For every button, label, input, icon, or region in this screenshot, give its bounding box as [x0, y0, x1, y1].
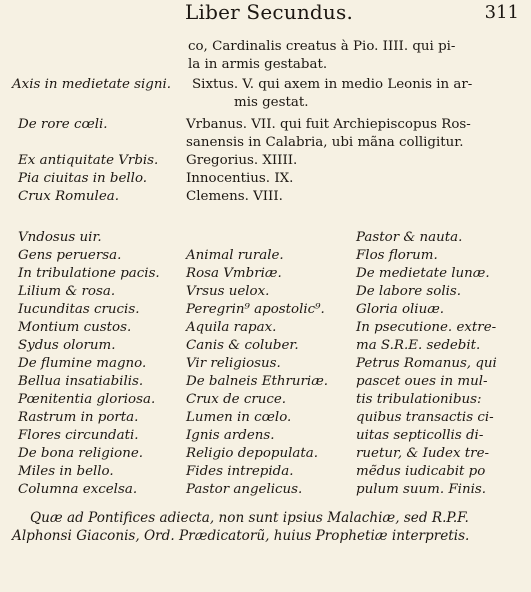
motto-middle: Crux de cruce.	[186, 392, 287, 407]
motto-left: Flores circundati.	[18, 428, 139, 443]
motto-right: ma S.R.E. sedebit.	[356, 338, 481, 353]
motto-middle: Fides intrepida.	[186, 464, 294, 479]
intro-line-1: co, Cardinalis creatus à Pio. IIII. qui pi-	[188, 39, 456, 54]
prophecy-text-line: mẽdus iudicabit po	[356, 464, 486, 479]
motto-left: Miles in bello.	[18, 464, 114, 479]
motto-middle: Peregrin⁹ apostolic⁹.	[186, 302, 325, 317]
page-number: 311	[484, 2, 519, 23]
prophecy-text-line: uitas septicollis di-	[356, 428, 484, 443]
pope-innocentius: Innocentius. IX.	[186, 171, 294, 186]
prophecy-text-line: pascet oues in mul-	[356, 374, 488, 389]
motto-middle: Religio depopulata.	[186, 446, 318, 461]
motto-middle: De balneis Ethruriæ.	[186, 374, 329, 389]
motto-middle: Pastor angelicus.	[186, 482, 303, 497]
motto-middle: Aquila rapax.	[186, 320, 277, 335]
pope-urbanus-desc-1: Vrbanus. VII. qui fuit Archiepiscopus Ros-	[186, 117, 471, 132]
motto-antiquitate: Ex antiquitate Vrbis.	[18, 153, 159, 168]
motto-left: In tribulatione pacis.	[18, 266, 160, 281]
footnote-line-2: Alphonsi Giaconis, Ord. Prædicatorũ, huius Prophetiæ interpretis.	[12, 528, 470, 544]
prophecy-text-line: tis tribulationibus:	[356, 392, 482, 407]
motto-left: Rastrum in porta.	[18, 410, 139, 425]
motto-left: Pœnitentia gloriosa.	[18, 392, 156, 407]
motto-left: Iucunditas crucis.	[18, 302, 140, 317]
motto-middle: Vir religiosus.	[186, 356, 281, 371]
prophecy-text-line: pulum suum. Finis.	[356, 482, 486, 497]
motto-left: Gens peruersa.	[18, 248, 122, 263]
motto-middle: Rosa Vmbriæ.	[186, 266, 282, 281]
motto-left: Bellua insatiabilis.	[18, 374, 144, 389]
motto-pia-ciuitas: Pia ciuitas in bello.	[18, 171, 148, 186]
footnote-line-1: Quæ ad Pontifices adiecta, non sunt ipsius Malachiæ, sed R.P.F.	[30, 510, 469, 526]
motto-left: Columna excelsa.	[18, 482, 138, 497]
motto-middle: Animal rurale.	[186, 248, 284, 263]
motto-crux-romulea: Crux Romulea.	[18, 189, 119, 204]
pope-sixtus-desc-2: mis gestat.	[234, 95, 309, 110]
prophecy-text-line: quibus transactis ci-	[356, 410, 494, 425]
prophecy-text-line: ruetur, & Iudex tre-	[356, 446, 490, 461]
motto-left: De flumine magno.	[18, 356, 147, 371]
motto-right: Pastor & nauta.	[356, 230, 463, 245]
motto-left: Lilium & rosa.	[18, 284, 116, 299]
motto-left: Vndosus uir.	[18, 230, 102, 245]
pope-sixtus-desc-1: Sixtus. V. qui axem in medio Leonis in ar-	[192, 77, 473, 92]
motto-middle: Lumen in cœlo.	[186, 410, 292, 425]
page-running-title: Liber Secundus.	[185, 0, 354, 24]
prophecy-text-line: Petrus Romanus, qui	[356, 356, 497, 371]
motto-rore: De rore cœli.	[18, 117, 108, 132]
intro-line-2: la in armis gestabat.	[188, 57, 328, 72]
motto-right: Gloria oliuæ.	[356, 302, 445, 317]
motto-left: Sydus olorum.	[18, 338, 116, 353]
pope-urbanus-desc-2: sanensis in Calabria, ubi mãna colligitur.	[186, 135, 464, 150]
motto-left: Montium custos.	[18, 320, 132, 335]
motto-middle: Ignis ardens.	[186, 428, 275, 443]
motto-right: In psecutione. extre-	[356, 320, 497, 335]
motto-right: De labore solis.	[356, 284, 462, 299]
motto-axis: Axis in medietate signi.	[12, 77, 172, 92]
motto-middle: Vrsus uelox.	[186, 284, 270, 299]
motto-right: De medietate lunæ.	[356, 266, 490, 281]
motto-middle: Canis & coluber.	[186, 338, 299, 353]
motto-right: Flos florum.	[356, 248, 438, 263]
pope-gregorius: Gregorius. XIIII.	[186, 153, 298, 168]
pope-clemens: Clemens. VIII.	[186, 189, 283, 204]
motto-left: De bona religione.	[18, 446, 144, 461]
